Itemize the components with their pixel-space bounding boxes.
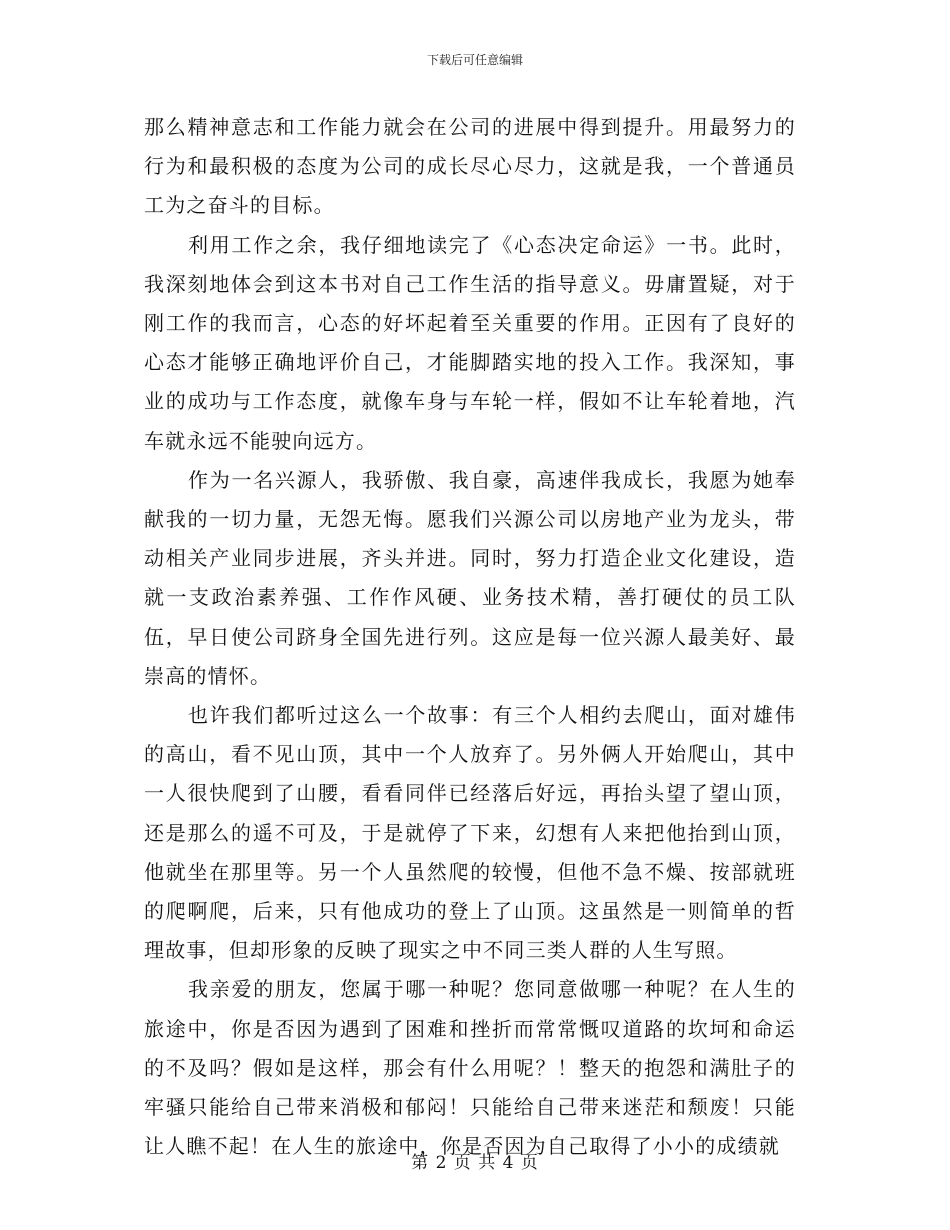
page-number: 第 2 页 共 4 页 — [411, 1153, 539, 1173]
document-body — [144, 108, 796, 1166]
paragraph-5: 我亲爱的朋友，您属于哪一种呢？您同意做哪一种呢？在人生的旅途中，你是否因为遇到了困难和挫折而常常慨叹道路的坎坷和命运的不及吗？假如是这样，那会有什么用呢？！整天的抱怨和满肚子的牢骚只能给自己带来消极和郁闷！只能给自己带来迷茫和颓废！只能让人瞧不起！在人生的旅途中，你是否因为自己取得了小小的成绩就 — [144, 977, 796, 1159]
paragraph-2: 利用工作之余，我仔细地读完了《心态决定命运》一书。此时，我深刻地体会到这本书对自己工作生活的指导意义。毋庸置疑，对于刚工作的我而言，心态的好坏起着至关重要的作用。正因有了良好的心态才能够正确地评价自己，才能脚踏实地的投入工作。我深知，事业的成功与工作态度，就像车身与车轮一样，假如不让车轮着地，汽车就永远不能驶向远方。 — [144, 232, 796, 453]
paragraph-1: 那么精神意志和工作能力就会在公司的进展中得到提升。用最努力的行为和最积极的态度为公司的成长尽心尽力，这就是我，一个普通员工为之奋斗的目标。 — [144, 115, 796, 218]
page-header-note: 下载后可任意编辑 — [426, 53, 523, 67]
paragraph-4: 也许我们都听过这么一个故事：有三个人相约去爬山，面对雄伟的高山，看不见山顶，其中一个人放弃了。另外俩人开始爬山，其中一人很快爬到了山腰，看看同伴已经落后好远，再抬头望了望山顶，还是那么的遥不可及，于是就停了下来，幻想有人来把他抬到山顶，他就坐在那里等。另一个人虽然爬的较慢，但他不急不燥、按部就班的爬啊爬，后来，只有他成功的登上了山顶。这虽然是一则简单的哲理故事，但却形象的反映了现实之中不同三类人群的人生写照。 — [144, 703, 796, 963]
paragraph-3: 作为一名兴源人，我骄傲、我自豪，高速伴我成长，我愿为她奉献我的一切力量，无怨无悔。愿我们兴源公司以房地产业为龙头，带动相关产业同步进展，齐头并进。同时，努力打造企业文化建设，造就一支政治素养强、工作作风硬、业务技术精，善打硬仗的员工队伍，早日使公司跻身全国先进行列。这应是每一位兴源人最美好、最崇高的情怀。 — [144, 467, 796, 688]
